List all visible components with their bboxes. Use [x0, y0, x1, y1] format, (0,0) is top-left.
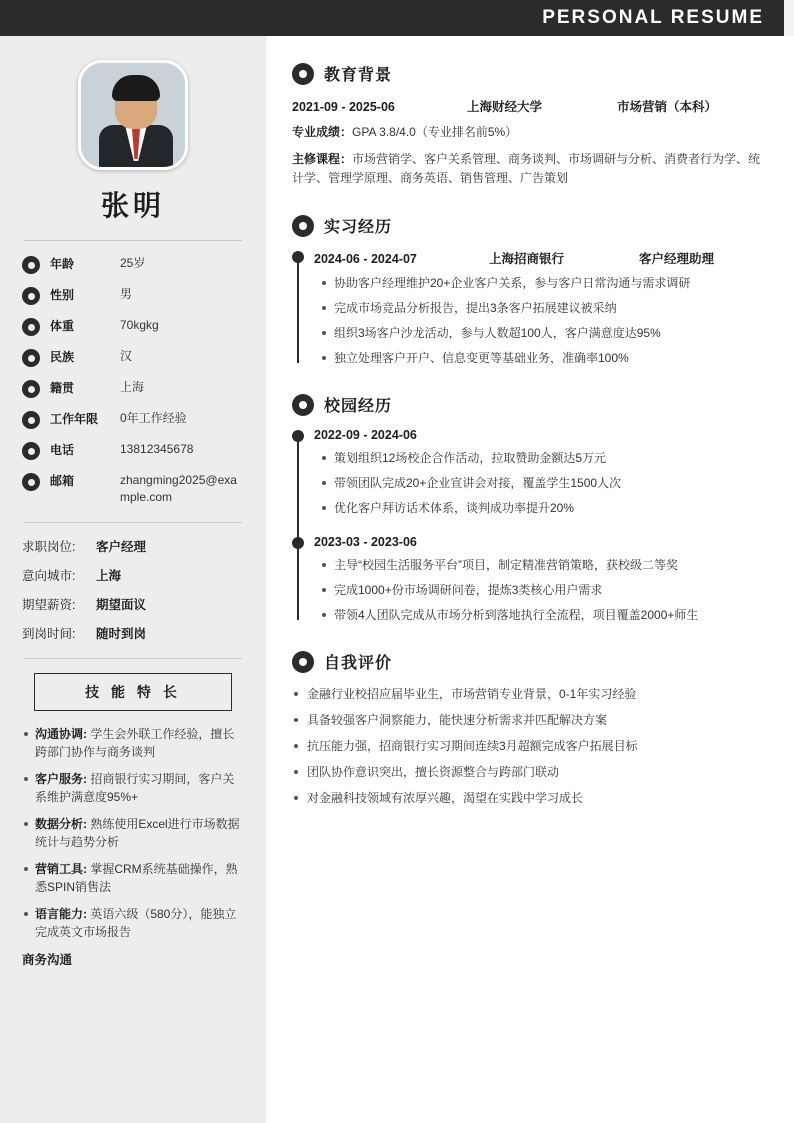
info-label: 民族	[50, 350, 75, 364]
circle-icon	[22, 411, 40, 429]
bullet-dot-icon	[322, 356, 326, 360]
skill-item	[22, 770, 244, 806]
skill-desc: 掌握CRM系统基础操作，熟悉SPIN销售法	[35, 862, 238, 894]
education-gpa-value: GPA 3.8/4.0（专业排名前5%）	[352, 125, 518, 139]
candidate-name: 张明	[100, 190, 165, 221]
bullet-dot-icon	[294, 718, 298, 722]
circle-icon	[22, 349, 40, 367]
campus-date: 2022-09 - 2024-06	[314, 428, 417, 442]
timeline-line	[297, 255, 299, 363]
section-evaluation	[292, 650, 766, 807]
info-value: 70kgkg	[120, 318, 159, 332]
bullet-dot-icon	[322, 281, 326, 285]
timeline-line	[297, 434, 299, 620]
section-header	[292, 214, 766, 237]
sidebar-divider-3	[24, 658, 242, 659]
section-title: 教育背景	[324, 67, 393, 84]
info-row-ethnicity	[22, 348, 244, 367]
info-row-gender	[22, 286, 244, 305]
header-bar	[0, 0, 794, 36]
bullet-dot-icon	[322, 588, 326, 592]
main-content	[266, 36, 794, 1123]
eval-text: 金融行业校招应届毕业生，市场营销专业背景，0-1年实习经验	[307, 687, 637, 701]
mail-icon	[22, 473, 40, 491]
pref-value: 客户经理	[96, 540, 147, 554]
circle-icon	[22, 256, 40, 274]
eval-text: 团队协作意识突出，擅长资源整合与跨部门联动	[307, 765, 560, 779]
skill-text	[35, 815, 244, 851]
bullet-text: 完成1000+份市场调研问卷，提炼3类核心用户需求	[334, 583, 603, 597]
education-courses	[292, 150, 766, 188]
bullet-dot-icon	[322, 456, 326, 460]
info-label: 年龄	[50, 257, 75, 271]
info-value: 13812345678	[120, 442, 194, 456]
info-label: 工作年限	[50, 412, 99, 426]
section-title: 校园经历	[324, 398, 393, 415]
skill-desc: 学生会外联工作经验，擅长跨部门协作与商务谈判	[35, 727, 235, 759]
bullet-dot-icon	[322, 613, 326, 617]
info-value: 汉	[120, 349, 133, 363]
bullet-dot-icon	[294, 692, 298, 696]
skill-item	[22, 725, 244, 761]
bullet-dot-icon	[24, 777, 28, 781]
skill-text	[35, 725, 244, 761]
skill-item	[22, 815, 244, 851]
bullet-line	[314, 499, 766, 517]
content-columns	[0, 36, 794, 1123]
circle-icon	[292, 651, 314, 673]
bullet-dot-icon	[24, 822, 28, 826]
avatar	[78, 60, 188, 170]
eval-text: 抗压能力强，招商银行实习期间连续3月超额完成客户拓展目标	[307, 739, 638, 753]
skill-desc: 招商银行实习期间，客户关系维护满意度95%+	[35, 772, 235, 804]
education-row	[292, 97, 766, 115]
bullet-line	[314, 581, 766, 599]
internship-date: 2024-06 - 2024-07	[314, 252, 417, 266]
skill-title: 数据分析:	[35, 817, 87, 831]
skill-text	[35, 905, 244, 941]
skill-title: 沟通协调:	[35, 727, 87, 741]
education-courses-value: 市场营销学、客户关系管理、商务谈判、市场调研与分析、消费者行为学、统计学、管理学原理、商务英语、销售管理、广告策划	[292, 152, 761, 185]
bullet-text: 独立处理客户开户、信息变更等基础业务，准确率100%	[334, 351, 629, 365]
skill-bar-label: 商务沟通	[22, 953, 73, 967]
internship-row	[314, 249, 766, 267]
campus-date: 2023-03 - 2023-06	[314, 535, 417, 549]
page-title: PERSONAL RESUME	[542, 7, 764, 28]
pref-row-start-date	[22, 624, 244, 642]
pref-value: 期望面议	[96, 598, 147, 612]
info-row-hometown	[22, 379, 244, 398]
info-row-weight	[22, 317, 244, 336]
avatar-container	[22, 60, 244, 170]
bullet-text: 主导“校园生活服务平台”项目，制定精准营销策略，获校级二等奖	[334, 558, 678, 572]
pref-label: 到岗时间:	[22, 627, 76, 641]
section-education	[292, 62, 766, 188]
section-internship	[292, 214, 766, 367]
campus-timeline	[292, 428, 766, 624]
skill-title: 营销工具:	[35, 862, 87, 876]
bullet-line	[314, 606, 766, 624]
timeline-item	[314, 535, 766, 624]
bullet-dot-icon	[322, 506, 326, 510]
education-gpa-label: 专业成绩：	[292, 125, 353, 139]
skill-title: 语言能力:	[35, 907, 87, 921]
section-header	[292, 393, 766, 416]
bullet-dot-icon	[322, 481, 326, 485]
section-title: 实习经历	[324, 219, 393, 236]
info-value: 男	[120, 287, 133, 301]
campus-row	[314, 428, 766, 442]
bullet-text: 优化客户拜访话术体系，谈判成功率提升20%	[334, 501, 575, 515]
skill-text	[35, 860, 244, 896]
circle-icon	[292, 63, 314, 85]
bullet-line	[314, 274, 766, 292]
info-label: 性别	[50, 288, 75, 302]
circle-icon	[22, 287, 40, 305]
eval-line	[292, 685, 766, 703]
info-row-phone	[22, 441, 244, 460]
info-value: 25岁	[120, 256, 146, 270]
bullet-text: 带领团队完成20+企业宣讲会对接，覆盖学生1500人次	[334, 476, 622, 490]
bullet-line	[314, 556, 766, 574]
bullet-dot-icon	[322, 331, 326, 335]
education-school: 上海财经大学	[467, 100, 543, 114]
info-label: 籍贯	[50, 381, 75, 395]
section-header	[292, 62, 766, 85]
eval-line	[292, 789, 766, 807]
skills-list	[22, 725, 244, 941]
bullet-dot-icon	[322, 306, 326, 310]
skill-desc: 英语六级（580分），能独立完成英文市场报告	[35, 907, 237, 939]
bullet-text: 策划组织12场校企合作活动，拉取赞助金额达5万元	[334, 451, 607, 465]
sidebar	[0, 36, 266, 1123]
bullet-text: 完成市场竞品分析报告，提出3条客户拓展建议被采纳	[334, 301, 617, 315]
section-title: 自我评价	[324, 655, 393, 672]
info-value: 0年工作经验	[120, 411, 187, 425]
skill-item	[22, 860, 244, 896]
sidebar-divider-1	[24, 240, 242, 241]
education-courses-label: 主修课程：	[292, 152, 353, 166]
eval-text: 对金融科技领域有浓厚兴趣，渴望在实践中学习成长	[307, 791, 584, 805]
pref-label: 期望薪资:	[22, 598, 76, 612]
pref-row-position	[22, 537, 244, 555]
bullet-dot-icon	[322, 563, 326, 567]
info-value: 上海	[120, 380, 145, 394]
timeline-item	[314, 249, 766, 367]
bullet-line	[314, 449, 766, 467]
skills-box-title: 技 能 特 长	[34, 673, 232, 711]
internship-timeline	[292, 249, 766, 367]
timeline-item	[314, 428, 766, 517]
bullet-line	[314, 349, 766, 367]
timeline-dot-icon	[292, 430, 304, 442]
skill-desc: 熟练使用Excel进行市场数据统计与趋势分析	[35, 817, 240, 849]
sidebar-divider-2	[24, 522, 242, 523]
job-preferences	[22, 537, 244, 642]
education-gpa	[292, 123, 766, 142]
internship-company: 上海招商银行	[489, 252, 565, 266]
skill-text	[35, 770, 244, 806]
phone-icon	[22, 442, 40, 460]
bullet-text: 协助客户经理维护20+企业客户关系，参与客户日常沟通与需求调研	[334, 276, 691, 290]
timeline-dot-icon	[292, 537, 304, 549]
bullet-dot-icon	[24, 867, 28, 871]
header-accent	[784, 0, 794, 36]
bullet-dot-icon	[294, 770, 298, 774]
skill-item	[22, 905, 244, 941]
circle-icon	[292, 394, 314, 416]
eval-line	[292, 711, 766, 729]
info-row-age	[22, 255, 244, 274]
education-date: 2021-09 - 2025-06	[292, 100, 395, 114]
eval-line	[292, 763, 766, 781]
bullet-dot-icon	[294, 744, 298, 748]
section-campus	[292, 393, 766, 624]
circle-icon	[22, 380, 40, 398]
education-major: 市场营销（本科）	[617, 100, 718, 114]
internship-role: 客户经理助理	[639, 252, 715, 266]
bullet-dot-icon	[24, 732, 28, 736]
pref-row-salary	[22, 595, 244, 613]
pref-row-city	[22, 566, 244, 584]
timeline-dot-icon	[292, 251, 304, 263]
bullet-dot-icon	[24, 912, 28, 916]
circle-icon	[22, 318, 40, 336]
bullet-line	[314, 474, 766, 492]
bullet-text: 带领4人团队完成从市场分析到落地执行全流程，项目覆盖2000+师生	[334, 608, 699, 622]
info-label: 邮箱	[50, 474, 75, 488]
eval-line	[292, 737, 766, 755]
info-value: zhangming2025@example.com	[120, 473, 237, 504]
info-row-experience	[22, 410, 244, 429]
info-row-email	[22, 472, 244, 506]
bullet-text: 组织3场客户沙龙活动，参与人数超100人，客户满意度达95%	[334, 326, 661, 340]
bullet-dot-icon	[294, 796, 298, 800]
section-header	[292, 650, 766, 673]
pref-value: 随时到岗	[96, 627, 147, 641]
skill-title: 客户服务:	[35, 772, 87, 786]
circle-icon	[292, 215, 314, 237]
pref-label: 意向城市:	[22, 569, 76, 583]
bullet-line	[314, 299, 766, 317]
pref-value: 上海	[96, 569, 122, 583]
pref-label: 求职岗位:	[22, 540, 76, 554]
info-label: 体重	[50, 319, 75, 333]
bullet-line	[314, 324, 766, 342]
info-label: 电话	[50, 443, 75, 457]
personal-info-list	[22, 255, 244, 506]
campus-row	[314, 535, 766, 549]
eval-text: 具备较强客户洞察能力，能快速分析需求并匹配解决方案	[307, 713, 608, 727]
